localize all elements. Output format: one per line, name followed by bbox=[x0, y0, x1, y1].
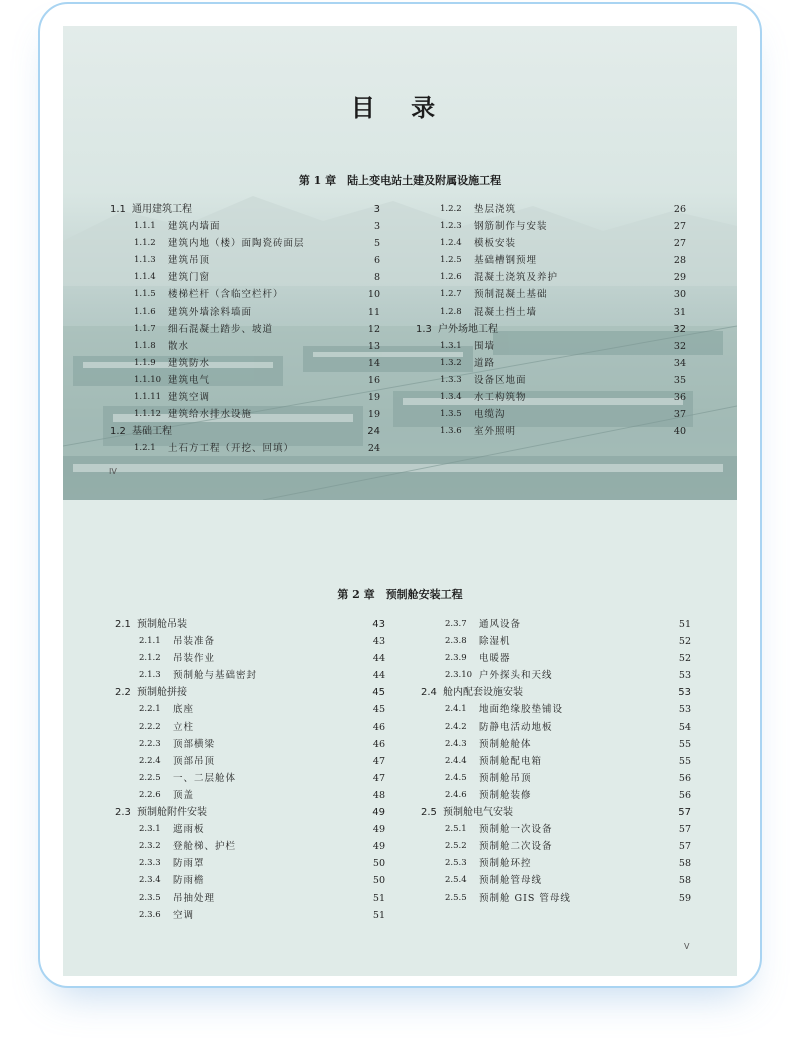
toc-entry-page: 31 bbox=[673, 306, 686, 318]
toc-entry-number: 1.3.5 bbox=[440, 409, 462, 420]
page-title: 目 录 bbox=[350, 93, 450, 122]
toc-entry-page: 50 bbox=[372, 858, 385, 870]
toc-entry-page: 47 bbox=[372, 772, 385, 784]
toc-subsection-entry[interactable] bbox=[421, 753, 691, 770]
toc-entry-number: 1.2.3 bbox=[440, 221, 462, 232]
toc-subsection-entry[interactable] bbox=[416, 201, 686, 218]
toc-subsection-entry[interactable] bbox=[421, 701, 691, 718]
toc-entry-number: 2.3.4 bbox=[139, 875, 161, 886]
toc-section-entry[interactable] bbox=[115, 804, 385, 821]
toc-subsection-entry[interactable] bbox=[421, 719, 691, 736]
toc-entry-number: 2.4.2 bbox=[445, 721, 467, 732]
toc-entry-page: 30 bbox=[673, 289, 686, 301]
toc-subsection-entry[interactable] bbox=[416, 423, 686, 440]
toc-entry-page: 26 bbox=[673, 204, 686, 215]
toc-subsection-entry[interactable] bbox=[115, 753, 385, 770]
toc-entry-number: 2.2.4 bbox=[139, 755, 161, 766]
toc-entry-page: 3 bbox=[373, 204, 380, 215]
toc-entry-page: 45 bbox=[372, 704, 385, 716]
toc-entry-title: 电暖器 bbox=[479, 653, 511, 665]
toc-entry-number: 2.3.7 bbox=[445, 619, 467, 629]
toc-entry-title: 垫层浇筑 bbox=[474, 204, 517, 215]
toc-entry-title: 建筑空调 bbox=[168, 392, 211, 404]
toc-subsection-entry[interactable] bbox=[421, 890, 691, 907]
toc-entry-number: 1.2.6 bbox=[440, 272, 462, 283]
toc-subsection-entry[interactable] bbox=[110, 269, 380, 286]
toc-subsection-entry[interactable] bbox=[115, 650, 385, 667]
toc-entry-number: 1.2.1 bbox=[134, 443, 156, 454]
toc-entry-page: 27 bbox=[673, 221, 686, 233]
toc-subsection-entry[interactable] bbox=[416, 406, 686, 423]
toc-entry-title: 舱内配套设施安装 bbox=[443, 687, 523, 699]
toc-entry-title: 立柱 bbox=[173, 721, 195, 733]
toc-subsection-entry[interactable] bbox=[421, 650, 691, 667]
toc-section-entry[interactable] bbox=[115, 616, 385, 633]
toc-entry-number: 1.1.4 bbox=[134, 272, 156, 283]
toc-entry-page: 29 bbox=[673, 272, 686, 284]
toc-subsection-entry[interactable] bbox=[416, 269, 686, 286]
toc-entry-page: 53 bbox=[678, 704, 691, 716]
toc-entry-title: 室外照明 bbox=[474, 426, 517, 438]
toc-entry-number: 1.3.2 bbox=[440, 357, 462, 368]
toc-subsection-entry[interactable] bbox=[115, 907, 385, 924]
toc-entry-number: 1.3 bbox=[416, 323, 432, 335]
toc-entry-page: 11 bbox=[367, 306, 380, 318]
toc-entry-title: 水工构筑物 bbox=[474, 392, 527, 404]
toc-entry-title: 混凝土浇筑及养护 bbox=[474, 272, 559, 284]
toc-entry-title: 建筑吊顶 bbox=[168, 255, 211, 267]
toc-entry-title: 通风设备 bbox=[479, 619, 522, 630]
toc-subsection-entry[interactable] bbox=[421, 855, 691, 872]
toc-subsection-entry[interactable] bbox=[115, 855, 385, 872]
toc-entry-title: 预制舱附件安装 bbox=[137, 807, 207, 819]
toc-entry-page: 58 bbox=[678, 875, 691, 887]
toc-subsection-entry[interactable] bbox=[115, 838, 385, 855]
toc-entry-page: 55 bbox=[678, 738, 691, 750]
toc-entry-title: 预制舱拼接 bbox=[137, 687, 187, 699]
toc-entry-title: 道路 bbox=[474, 357, 496, 369]
toc-entry-number: 1.3.3 bbox=[440, 374, 462, 385]
toc-entry-title: 遮雨板 bbox=[173, 824, 205, 836]
toc-entry-number: 1.2.8 bbox=[440, 306, 462, 317]
toc-entry-number: 2.2.5 bbox=[139, 772, 161, 783]
toc-entry-number: 2.4 bbox=[421, 687, 437, 699]
page-number-iv: IV bbox=[109, 467, 117, 476]
toc-subsection-entry[interactable] bbox=[421, 616, 691, 633]
toc-section-entry[interactable] bbox=[110, 201, 380, 218]
toc-entry-page: 13 bbox=[367, 340, 380, 352]
toc-entry-number: 1.1.3 bbox=[134, 255, 156, 266]
toc-entry-page: 44 bbox=[372, 653, 385, 665]
toc-section-entry[interactable] bbox=[115, 684, 385, 701]
toc-entry-title: 预制舱与基础密封 bbox=[173, 670, 258, 682]
toc-entry-title: 预制舱装修 bbox=[479, 789, 532, 801]
toc-entry-page: 43 bbox=[372, 636, 385, 648]
toc-subsection-entry[interactable] bbox=[110, 304, 380, 321]
toc-entry-page: 53 bbox=[678, 687, 691, 699]
toc-subsection-entry[interactable] bbox=[115, 701, 385, 718]
chapter-1-right-column bbox=[416, 201, 686, 440]
toc-entry-title: 户外探头和天线 bbox=[479, 670, 553, 682]
toc-subsection-entry[interactable] bbox=[110, 286, 380, 303]
toc-entry-page: 19 bbox=[367, 392, 380, 404]
toc-entry-title: 建筑门窗 bbox=[168, 272, 211, 284]
toc-subsection-entry[interactable] bbox=[110, 372, 380, 389]
toc-entry-page: 56 bbox=[678, 789, 691, 801]
toc-entry-title: 预制舱环控 bbox=[479, 858, 532, 870]
toc-entry-title: 防雨罩 bbox=[173, 858, 205, 870]
toc-entry-page: 32 bbox=[673, 340, 686, 352]
toc-entry-number: 2.3.10 bbox=[445, 670, 473, 681]
toc-entry-page: 46 bbox=[372, 721, 385, 733]
toc-entry-number: 2.3.8 bbox=[445, 636, 467, 647]
toc-entry-number: 2.1.1 bbox=[139, 636, 161, 647]
chapter-2-heading: 第 2 章 预制舱安装工程 bbox=[337, 588, 463, 601]
toc-entry-title: 预制舱管母线 bbox=[479, 875, 543, 887]
toc-subsection-entry[interactable] bbox=[110, 321, 380, 338]
toc-entry-title: 楼梯栏杆（含临空栏杆） bbox=[168, 289, 284, 301]
toc-entry-title: 建筑外墙涂料墙面 bbox=[168, 306, 253, 318]
toc-entry-title: 预制舱舱体 bbox=[479, 738, 532, 750]
toc-subsection-entry[interactable] bbox=[110, 389, 380, 406]
toc-section-entry[interactable] bbox=[421, 684, 691, 701]
toc-entry-title: 预制舱二次设备 bbox=[479, 841, 553, 853]
toc-entry-number: 1.2.7 bbox=[440, 289, 462, 300]
toc-section-entry[interactable] bbox=[110, 423, 380, 440]
toc-entry-title: 预制混凝土基础 bbox=[474, 289, 548, 301]
toc-entry-page: 48 bbox=[372, 789, 385, 801]
toc-entry-title: 预制舱 GIS 管母线 bbox=[479, 892, 571, 904]
toc-entry-number: 2.3.5 bbox=[139, 892, 161, 903]
toc-entry-title: 空调 bbox=[173, 909, 195, 921]
toc-entry-number: 2.4.5 bbox=[445, 772, 467, 783]
toc-entry-page: 6 bbox=[373, 255, 380, 267]
toc-page bbox=[63, 26, 737, 976]
toc-entry-number: 1.2 bbox=[110, 426, 126, 438]
toc-entry-number: 1.1.10 bbox=[134, 374, 162, 385]
toc-entry-number: 2.3 bbox=[115, 807, 131, 819]
toc-entry-title: 吊装准备 bbox=[173, 636, 216, 648]
toc-entry-number: 2.2.1 bbox=[139, 704, 161, 715]
page-number-v: V bbox=[684, 942, 690, 951]
toc-entry-page: 14 bbox=[367, 357, 380, 369]
toc-subsection-entry[interactable] bbox=[416, 286, 686, 303]
toc-subsection-entry[interactable] bbox=[115, 872, 385, 889]
toc-entry-page: 43 bbox=[372, 619, 385, 630]
toc-entry-number: 2.5.3 bbox=[445, 858, 467, 869]
toc-entry-title: 户外场地工程 bbox=[438, 323, 498, 335]
toc-entry-title: 基础工程 bbox=[132, 426, 172, 438]
toc-entry-page: 8 bbox=[373, 272, 380, 284]
toc-entry-number: 2.2 bbox=[115, 687, 131, 699]
toc-entry-page: 3 bbox=[373, 221, 380, 233]
toc-entry-title: 混凝土挡土墙 bbox=[474, 306, 538, 318]
toc-entry-page: 28 bbox=[673, 255, 686, 267]
toc-entry-title: 预制舱一次设备 bbox=[479, 824, 553, 836]
toc-entry-title: 建筑内地（楼）面陶瓷砖面层 bbox=[168, 238, 305, 250]
toc-entry-page: 49 bbox=[372, 807, 385, 819]
toc-subsection-entry[interactable] bbox=[416, 218, 686, 235]
toc-entry-page: 35 bbox=[673, 374, 686, 386]
toc-entry-number: 2.5.2 bbox=[445, 841, 467, 852]
toc-entry-title: 建筑防水 bbox=[168, 357, 211, 369]
toc-entry-page: 51 bbox=[372, 909, 385, 921]
toc-entry-page: 32 bbox=[673, 323, 686, 335]
toc-entry-number: 2.3.6 bbox=[139, 909, 161, 920]
toc-entry-page: 49 bbox=[372, 841, 385, 853]
toc-entry-number: 1.1.12 bbox=[134, 409, 162, 420]
toc-entry-title: 预制舱吊装 bbox=[137, 619, 187, 630]
toc-entry-number: 2.1 bbox=[115, 619, 131, 630]
toc-subsection-entry[interactable] bbox=[416, 355, 686, 372]
toc-entry-page: 34 bbox=[673, 357, 686, 369]
toc-subsection-entry[interactable] bbox=[110, 218, 380, 235]
toc-subsection-entry[interactable] bbox=[115, 890, 385, 907]
toc-entry-number: 1.2.2 bbox=[440, 204, 462, 214]
toc-entry-title: 通用建筑工程 bbox=[132, 204, 192, 215]
toc-subsection-entry[interactable] bbox=[416, 389, 686, 406]
toc-entry-page: 50 bbox=[372, 875, 385, 887]
toc-entry-title: 顶部吊顶 bbox=[173, 755, 216, 767]
toc-entry-number: 2.5.5 bbox=[445, 892, 467, 903]
toc-subsection-entry[interactable] bbox=[115, 667, 385, 684]
toc-entry-page: 57 bbox=[678, 807, 691, 819]
toc-entry-number: 2.3.9 bbox=[445, 653, 467, 664]
toc-entry-title: 建筑内墙面 bbox=[168, 221, 221, 233]
toc-entry-page: 56 bbox=[678, 772, 691, 784]
chapter-2-left-column bbox=[115, 616, 385, 924]
toc-entry-page: 51 bbox=[372, 892, 385, 904]
toc-subsection-entry[interactable] bbox=[421, 667, 691, 684]
toc-entry-page: 44 bbox=[372, 670, 385, 682]
toc-entry-number: 2.4.6 bbox=[445, 789, 467, 800]
toc-entry-page: 46 bbox=[372, 738, 385, 750]
toc-entry-number: 1.1 bbox=[110, 204, 126, 215]
toc-entry-number: 2.4.1 bbox=[445, 704, 467, 715]
toc-entry-page: 40 bbox=[673, 426, 686, 438]
toc-entry-page: 57 bbox=[678, 841, 691, 853]
toc-subsection-entry[interactable] bbox=[416, 252, 686, 269]
toc-entry-number: 2.5.1 bbox=[445, 824, 467, 835]
toc-subsection-entry[interactable] bbox=[115, 633, 385, 650]
toc-entry-page: 49 bbox=[372, 824, 385, 836]
toc-entry-page: 10 bbox=[367, 289, 380, 301]
toc-subsection-entry[interactable] bbox=[416, 372, 686, 389]
chapter-1-heading: 第 1 章 陆上变电站土建及附属设施工程 bbox=[298, 174, 502, 187]
toc-entry-title: 地面绝缘胶垫铺设 bbox=[479, 704, 564, 716]
toc-subsection-entry[interactable] bbox=[421, 736, 691, 753]
toc-entry-number: 2.5.4 bbox=[445, 875, 467, 886]
toc-entry-number: 1.2.4 bbox=[440, 238, 462, 249]
toc-entry-number: 1.3.6 bbox=[440, 426, 462, 437]
toc-subsection-entry[interactable] bbox=[421, 821, 691, 838]
toc-entry-number: 2.1.2 bbox=[139, 653, 161, 664]
toc-subsection-entry[interactable] bbox=[110, 252, 380, 269]
toc-entry-number: 2.2.6 bbox=[139, 789, 161, 800]
toc-entry-number: 1.3.4 bbox=[440, 392, 462, 403]
toc-entry-title: 建筑电气 bbox=[168, 374, 211, 386]
toc-entry-title: 除湿机 bbox=[479, 636, 511, 648]
toc-entry-page: 51 bbox=[678, 619, 691, 630]
toc-entry-page: 54 bbox=[678, 721, 691, 733]
toc-entry-number: 2.2.2 bbox=[139, 721, 161, 732]
toc-entry-number: 2.4.3 bbox=[445, 738, 467, 749]
toc-entry-title: 底座 bbox=[173, 704, 195, 716]
toc-subsection-entry[interactable] bbox=[110, 235, 380, 252]
toc-entry-number: 1.1.2 bbox=[134, 238, 156, 249]
toc-entry-title: 模板安装 bbox=[474, 238, 517, 250]
toc-entry-number: 1.1.11 bbox=[134, 392, 162, 403]
toc-entry-page: 24 bbox=[367, 443, 380, 455]
toc-entry-title: 土石方工程（开挖、回填） bbox=[168, 443, 295, 455]
toc-entry-number: 1.1.8 bbox=[134, 340, 156, 351]
toc-entry-title: 预制舱配电箱 bbox=[479, 755, 543, 767]
toc-entry-title: 基础槽钢预埋 bbox=[474, 255, 538, 267]
toc-entry-page: 19 bbox=[367, 409, 380, 421]
toc-entry-title: 一、二层舱体 bbox=[173, 772, 237, 784]
toc-entry-page: 57 bbox=[678, 824, 691, 836]
toc-entry-title: 电缆沟 bbox=[474, 409, 506, 421]
toc-subsection-entry[interactable] bbox=[416, 304, 686, 321]
toc-entry-number: 2.3.3 bbox=[139, 858, 161, 869]
toc-entry-title: 围墙 bbox=[474, 340, 496, 352]
toc-subsection-entry[interactable] bbox=[115, 787, 385, 804]
toc-entry-page: 24 bbox=[367, 426, 380, 438]
toc-subsection-entry[interactable] bbox=[115, 770, 385, 787]
toc-subsection-entry[interactable] bbox=[110, 355, 380, 372]
toc-entry-number: 1.1.7 bbox=[134, 323, 156, 334]
toc-entry-title: 顶盖 bbox=[173, 789, 195, 801]
toc-subsection-entry[interactable] bbox=[115, 719, 385, 736]
toc-entry-page: 37 bbox=[673, 409, 686, 421]
toc-entry-title: 登舱梯、护栏 bbox=[173, 841, 237, 853]
toc-entry-title: 钢筋制作与安装 bbox=[474, 221, 548, 233]
toc-entry-number: 1.2.5 bbox=[440, 255, 462, 266]
toc-section-entry[interactable] bbox=[416, 321, 686, 338]
toc-subsection-entry[interactable] bbox=[421, 838, 691, 855]
toc-subsection-entry[interactable] bbox=[115, 736, 385, 753]
toc-entry-page: 36 bbox=[673, 392, 686, 404]
toc-entry-page: 45 bbox=[372, 687, 385, 699]
toc-entry-number: 2.1.3 bbox=[139, 670, 161, 681]
toc-entry-page: 55 bbox=[678, 755, 691, 767]
toc-entry-title: 设备区地面 bbox=[474, 374, 527, 386]
toc-entry-title: 吊抽处理 bbox=[173, 892, 216, 904]
toc-subsection-entry[interactable] bbox=[110, 406, 380, 423]
toc-entry-number: 1.1.6 bbox=[134, 306, 156, 317]
toc-entry-number: 1.1.5 bbox=[134, 289, 156, 300]
toc-entry-page: 53 bbox=[678, 670, 691, 682]
toc-subsection-entry[interactable] bbox=[110, 440, 380, 457]
toc-entry-title: 顶部横梁 bbox=[173, 738, 216, 750]
toc-entry-number: 2.5 bbox=[421, 807, 437, 819]
toc-subsection-entry[interactable] bbox=[421, 872, 691, 889]
toc-entry-page: 59 bbox=[678, 892, 691, 904]
toc-entry-page: 47 bbox=[372, 755, 385, 767]
toc-entry-page: 12 bbox=[367, 323, 380, 335]
toc-entry-number: 2.3.1 bbox=[139, 824, 161, 835]
toc-entry-page: 16 bbox=[367, 374, 380, 386]
toc-entry-page: 27 bbox=[673, 238, 686, 250]
toc-entry-number: 1.1.1 bbox=[134, 221, 156, 232]
toc-subsection-entry[interactable] bbox=[110, 338, 380, 355]
toc-subsection-entry[interactable] bbox=[115, 821, 385, 838]
toc-entry-page: 5 bbox=[373, 238, 380, 250]
toc-entry-title: 吊装作业 bbox=[173, 653, 216, 665]
toc-subsection-entry[interactable] bbox=[421, 770, 691, 787]
chapter-1-left-column bbox=[110, 201, 380, 457]
toc-entry-number: 2.3.2 bbox=[139, 841, 161, 852]
toc-entry-title: 预制舱电气安装 bbox=[443, 807, 513, 819]
toc-subsection-entry[interactable] bbox=[416, 338, 686, 355]
toc-entry-title: 防雨檐 bbox=[173, 875, 205, 887]
toc-entry-title: 预制舱吊顶 bbox=[479, 772, 532, 784]
toc-entry-number: 2.4.4 bbox=[445, 755, 467, 766]
toc-entry-number: 2.2.3 bbox=[139, 738, 161, 749]
toc-entry-title: 细石混凝土踏步、坡道 bbox=[168, 323, 274, 335]
chapter-2-right-column bbox=[421, 616, 691, 907]
toc-entry-page: 52 bbox=[678, 636, 691, 648]
toc-entry-title: 防静电活动地板 bbox=[479, 721, 553, 733]
toc-entry-page: 52 bbox=[678, 653, 691, 665]
toc-entry-title: 散水 bbox=[168, 340, 190, 352]
toc-entry-page: 58 bbox=[678, 858, 691, 870]
toc-entry-number: 1.1.9 bbox=[134, 357, 156, 368]
toc-section-entry[interactable] bbox=[421, 804, 691, 821]
toc-entry-number: 1.3.1 bbox=[440, 340, 462, 351]
toc-entry-title: 建筑给水排水设施 bbox=[168, 409, 253, 421]
toc-subsection-entry[interactable] bbox=[421, 787, 691, 804]
toc-subsection-entry[interactable] bbox=[416, 235, 686, 252]
toc-subsection-entry[interactable] bbox=[421, 633, 691, 650]
